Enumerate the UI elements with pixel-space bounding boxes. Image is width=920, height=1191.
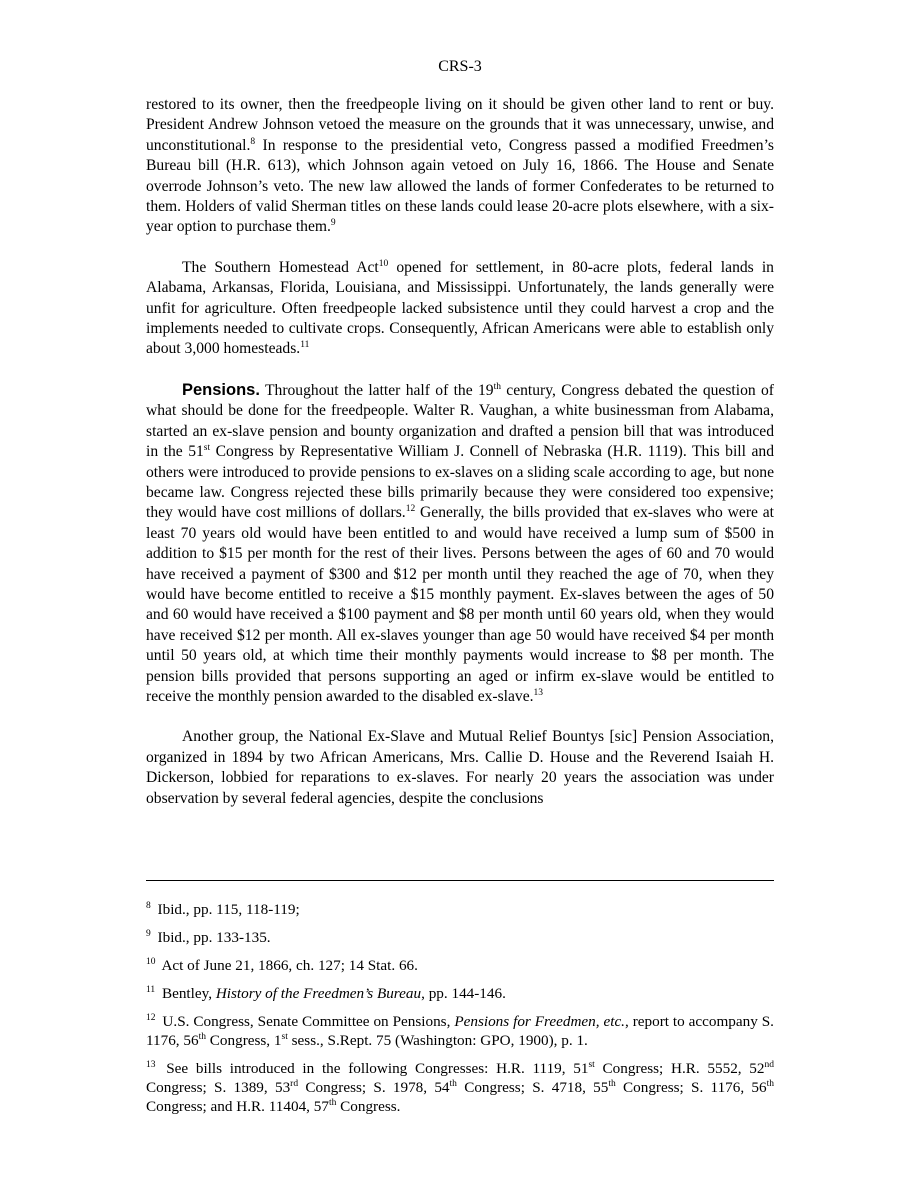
- footnote-text: Bentley,: [158, 985, 216, 1002]
- paragraph-freedmens-bureau: [146, 95, 774, 238]
- paragraph-text: In response to the presidential veto, Congress passed a modified Freedmen’s Bureau bill (H.R. 613), which Johnson again vetoed on July 16, 1866. The House and Senate overrode Johnson’s veto. The new law allowed the lands of former Confederates to be returned to them. Holders of valid Sherman titles on these lands could lease 20-acre plots elsewhere, with a six-year option to purchase them.: [146, 136, 774, 236]
- footnote-ref[interactable]: 9: [330, 218, 336, 229]
- footnotes: [146, 900, 774, 1125]
- paragraph-pensions: [146, 380, 774, 708]
- paragraph-text: opened for settlement, in 80-acre plots, federal lands in Alabama, Arkansas, Florida, Louisiana, and Mississippi. Unfortunately, the lands generally were unfit for agriculture. Often freedpeople lacked subsistence until they could harvest a crop and the implements needed to cultivate crops. Consequently, African Americans were able to establish only about 3,000 homesteads.: [146, 258, 774, 358]
- paragraph-text: The Southern Homestead Act: [182, 258, 379, 276]
- paragraph-ex-slave-association: [146, 727, 774, 809]
- paragraph-text: Congress by Representative William J. Connell of Nebraska (H.R. 1119). This bill and others were introduced to provide pensions to ex-slaves on a sliding scale according to age, but none became law. Congress rejected these bills primarily because they were considered too expensive; they would have cost millions of dollars.: [146, 443, 774, 522]
- report-title: Pensions for Freedmen, etc.: [454, 1013, 625, 1030]
- footnote-ref[interactable]: 8: [250, 136, 256, 147]
- footnote-13: [146, 1059, 774, 1116]
- footnote-8: [146, 900, 774, 919]
- ordinal-suffix: st: [281, 1032, 288, 1042]
- ordinal-suffix: th: [766, 1079, 775, 1089]
- footnote-number: 12: [146, 1013, 156, 1023]
- footnote-text: , pp. 144-146.: [421, 985, 506, 1002]
- footnote-number: 8: [146, 901, 151, 911]
- footnote-ref[interactable]: 12: [405, 504, 416, 515]
- ordinal-suffix: th: [493, 381, 501, 392]
- footnote-9: [146, 928, 774, 947]
- footnote-text: Congress; S. 1978, 54: [298, 1079, 450, 1096]
- paragraph-southern-homestead-act: [146, 258, 774, 360]
- footnote-text: Congress; S. 4718, 55: [456, 1079, 609, 1096]
- footnote-text: Congress; S. 1389, 53: [146, 1079, 291, 1096]
- footnote-text: Congress.: [336, 1098, 401, 1115]
- footnote-text: Ibid., pp. 115, 118-119;: [153, 901, 300, 918]
- footnote-text: Congress; S. 1176, 56: [615, 1079, 767, 1096]
- footnote-11: [146, 984, 774, 1003]
- footnote-number: 13: [146, 1060, 156, 1070]
- footnote-text: Ibid., pp. 133-135.: [153, 929, 271, 946]
- paragraph-text: restored to its owner, then the freedpeople living on it should be given other land to rent or buy. President Andrew Johnson vetoed the measure on the grounds that it was unnecessary, unwise, and unconstitutional.: [146, 96, 774, 154]
- footnote-ref[interactable]: 11: [300, 340, 310, 351]
- footnote-number: 9: [146, 929, 151, 939]
- footnote-text: Congress, 1: [205, 1032, 282, 1049]
- footnote-text: Act of June 21, 1866, ch. 127; 14 Stat. 66.: [158, 957, 418, 974]
- footnote-text: , report to accompany S. 1176, 56: [146, 1013, 774, 1049]
- paragraph-text: Throughout the latter half of the 19: [259, 381, 494, 399]
- ordinal-suffix: th: [328, 1098, 337, 1108]
- paragraph-text: Generally, the bills provided that ex-slaves who were at least 70 years old would have been entitled to and would have received a lump sum of $500 in addition to $15 per month for the rest of their lives. Persons between the ages of 60 and 70 would have received a payment of $300 and $12 per month until they reached the age of 70, when they would have become entitled to receive a $15 monthly payment. Ex-slaves between the ages of 50 and 60 would have received a $100 payment and $8 per month until 60 years old, when they would have received $12 per month. All ex-slaves younger than age 50 would have received $4 per month until 50 years old, at which time their monthly payments would increase to $8 per month. The pension bills provided that persons supporting an aged or infirm ex-slave would be entitled to receive the monthly pension awarded to the disabled ex-slave.: [146, 504, 774, 705]
- footnote-divider: [146, 880, 774, 881]
- paragraph-text: century, Congress debated the question of what should be done for the freedpeople. Walter R. Vaughan, a white businessman from Alabama, started an ex-slave pension and bounty organization and drafted a pension bill that was introduced in the 51: [146, 381, 774, 461]
- footnote-text: See bills introduced in the following Congresses: H.R. 1119, 51: [158, 1060, 589, 1077]
- paragraph-text: Another group, the National Ex-Slave and Mutual Relief Bountys [sic] Pension Association, organized in 1894 by two African Americans, Mrs. Callie D. House and the Reverend Isaiah H. Dickerson, lobbied for reparations to ex-slaves. For nearly 20 years the association was under observation by several federal agencies, despite the conclusions: [146, 728, 774, 807]
- page-header: CRS-3: [438, 58, 482, 75]
- section-heading-pensions: Pensions.: [182, 380, 260, 399]
- footnote-10: [146, 956, 774, 975]
- ordinal-suffix: th: [198, 1032, 206, 1042]
- ordinal-suffix: st: [203, 443, 211, 454]
- body-text: [146, 95, 774, 829]
- book-title: History of the Freedmen’s Bureau: [215, 985, 422, 1002]
- ordinal-suffix: st: [588, 1060, 595, 1070]
- footnote-number: 11: [146, 985, 156, 995]
- footnote-12: [146, 1012, 774, 1050]
- footnote-text: Congress; and H.R. 11404, 57: [146, 1098, 329, 1115]
- ordinal-suffix: th: [608, 1079, 616, 1089]
- footnote-text: Congress; H.R. 5552, 52: [594, 1060, 765, 1077]
- footnote-ref[interactable]: 10: [378, 258, 389, 269]
- ordinal-suffix: nd: [764, 1060, 774, 1070]
- footnote-number: 10: [146, 957, 156, 967]
- footnote-ref[interactable]: 13: [533, 687, 544, 698]
- footnote-text: U.S. Congress, Senate Committee on Pensions,: [158, 1013, 455, 1030]
- ordinal-suffix: th: [449, 1079, 457, 1089]
- ordinal-suffix: rd: [290, 1079, 299, 1089]
- footnote-text: sess., S.Rept. 75 (Washington: GPO, 1900), p. 1.: [287, 1032, 588, 1049]
